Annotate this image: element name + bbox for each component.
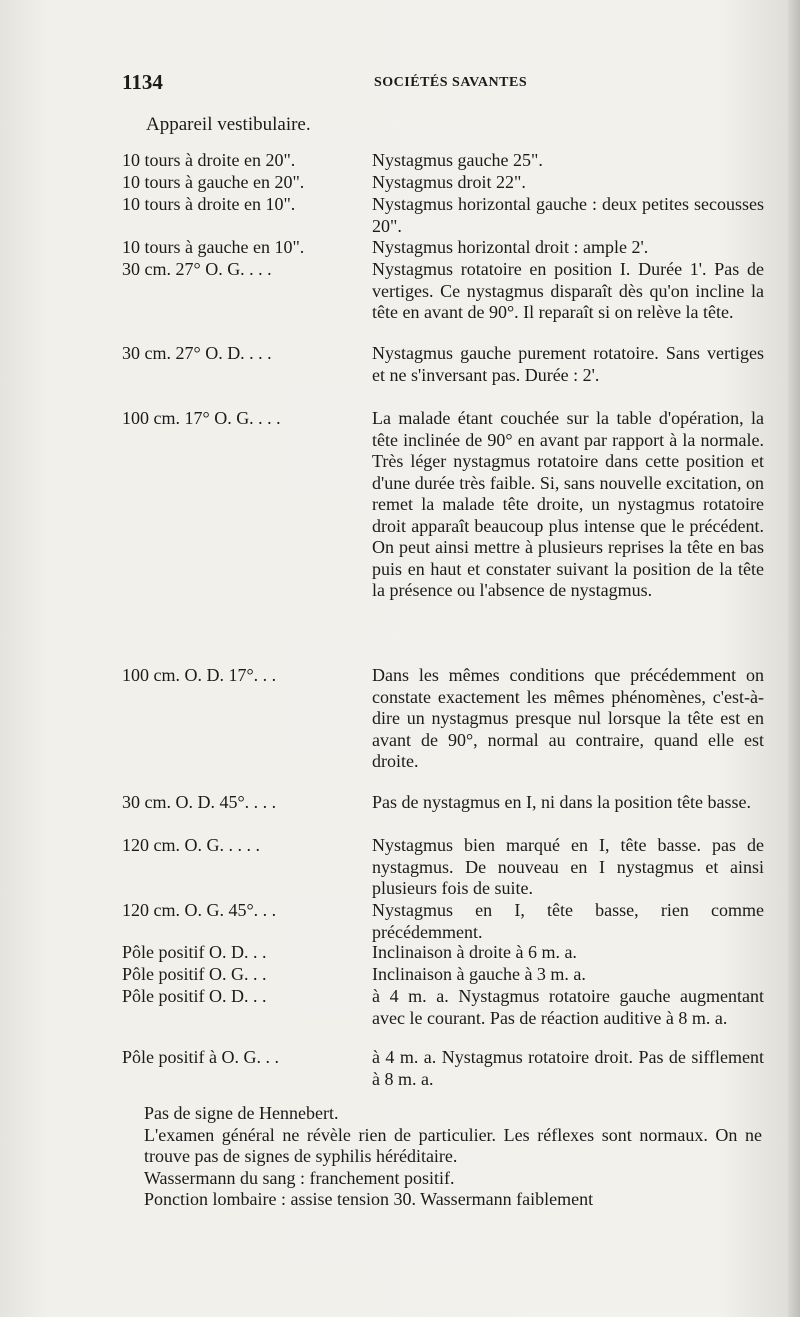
paragraph: Pas de signe de Hennebert. <box>144 1103 339 1123</box>
section-title: Appareil vestibulaire. <box>146 114 311 135</box>
body-text <box>120 1103 762 1211</box>
row-label: 100 cm. O. D. 17°. . . <box>122 665 277 685</box>
row-description: Nystagmus droit 22". <box>372 172 526 192</box>
row-label: Pôle positif O. D. . . <box>122 942 267 962</box>
row-label: 30 cm. 27° O. G. . . . <box>122 259 272 279</box>
row-label: Pôle positif à O. G. . . <box>122 1047 279 1067</box>
row-description: à 4 m. a. Nystagmus rotatoire gauche augmentant avec le courant. Pas de réaction auditive à 8 m. a. <box>372 986 764 1028</box>
page-number: 1134 <box>122 70 163 94</box>
row-description: Dans les mêmes conditions que précédemment on constate exactement les mêmes phénomènes, c'est-à-dire un nystagmus presque nul lorsque la tête est en avant de 90°, normal au contraire, quand elle est droite. <box>372 665 764 771</box>
row-description: Nystagmus horizontal gauche : deux petites secousses 20". <box>372 194 764 236</box>
row-label: 10 tours à droite en 20". <box>122 150 296 170</box>
row-description: Inclinaison à droite à 6 m. a. <box>372 942 577 962</box>
row-description: Nystagmus gauche purement rotatoire. Sans vertiges et ne s'inversant pas. Durée : 2'. <box>372 343 764 385</box>
row-label: 30 cm. 27° O. D. . . . <box>122 343 272 363</box>
row-label: Pôle positif O. G. . . <box>122 964 267 984</box>
row-description: Inclinaison à gauche à 3 m. a. <box>372 964 586 984</box>
row-label: 10 tours à droite en 10". <box>122 194 296 214</box>
row-label: 30 cm. O. D. 45°. . . . <box>122 792 277 812</box>
running-header <box>122 70 682 96</box>
paragraph: Ponction lombaire : assise tension 30. Wassermann faiblement <box>144 1189 594 1209</box>
paragraph: L'examen général ne révèle rien de particulier. Les réflexes sont normaux. On ne trouve pas de signes de syphilis héréditaire. <box>144 1124 762 1166</box>
paragraph: Wassermann du sang : franchement positif. <box>144 1167 455 1188</box>
row-label: 10 tours à gauche en 20". <box>122 172 305 192</box>
row-label: 120 cm. O. G. 45°. . . <box>122 900 277 920</box>
row-description: Pas de nystagmus en I, ni dans la position tête basse. <box>372 792 751 812</box>
row-label: Pôle positif O. D. . . <box>122 986 267 1006</box>
running-title: SOCIÉTÉS SAVANTES <box>374 75 528 90</box>
row-description: La malade étant couchée sur la table d'opération, la tête inclinée de 90° en avant par rapport à la normale. Très léger nystagmus rotatoire dans cette position et d'une durée très faible. Si, sans nouvelle excitation, on remet la malade tête droite, un nystagmus rotatoire droit apparaît beaucoup plus intense que le précédent. On peut ainsi mettre à plusieurs reprises la tête en bas puis en haut et constater suivant la position de la tête la présence ou l'absence de nystagmus. <box>372 408 764 600</box>
row-label: 10 tours à gauche en 10". <box>122 237 305 257</box>
row-description: Nystagmus bien marqué en I, tête basse. pas de nystagmus. De nouveau en I nystagmus et ainsi plusieurs fois de suite. <box>372 835 764 898</box>
row-label: 100 cm. 17° O. G. . . . <box>122 408 281 428</box>
row-description: Nystagmus en I, tête basse, rien comme précédemment. <box>372 900 764 942</box>
row-description: Nystagmus gauche 25". <box>372 150 543 170</box>
row-description: à 4 m. a. Nystagmus rotatoire droit. Pas de sifflement à 8 m. a. <box>372 1047 764 1089</box>
row-description: Nystagmus rotatoire en position I. Durée 1'. Pas de vertiges. Ce nystagmus disparaît dès qu'on incline la tête en avant de 90°. Il reparaît si on relève la tête. <box>372 259 764 322</box>
page-edge <box>788 0 800 1317</box>
row-label: 120 cm. O. G. . . . . <box>122 835 260 855</box>
row-description: Nystagmus horizontal droit : ample 2'. <box>372 237 649 257</box>
